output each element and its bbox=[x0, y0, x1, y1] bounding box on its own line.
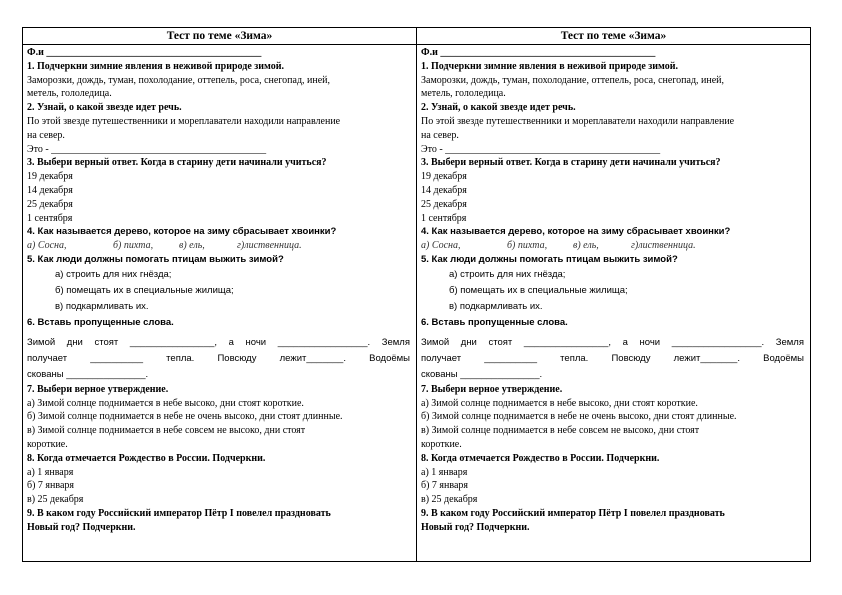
option: в) Зимой солнце поднимается в небе совсем не высоко, дни стоят bbox=[27, 425, 306, 437]
option: г)лиственница. bbox=[631, 240, 696, 252]
question-2: 2. Узнай, о какой звезде идет речь. bbox=[27, 102, 182, 114]
option: а) Зимой солнце поднимается в небе высоко, дни стоят короткие. bbox=[27, 397, 304, 409]
option: а) 1 января bbox=[421, 466, 468, 478]
option: в) ель, bbox=[573, 240, 599, 252]
option: б) помещать их в специальные жилища; bbox=[55, 284, 234, 296]
question-4: 4. Как называется дерево, которое на зиму сбрасывает хвоинки? bbox=[421, 226, 731, 238]
option: в) подкармливать их. bbox=[449, 300, 543, 312]
option: 14 декабря bbox=[27, 184, 73, 196]
question-1: 1. Подчеркни зимние явления в неживой природе зимой. bbox=[27, 60, 284, 72]
question-2: 2. Узнай, о какой звезде идет речь. bbox=[421, 102, 576, 114]
text-line: на север. bbox=[421, 129, 459, 141]
text-line: метель, гололедица. bbox=[27, 88, 112, 100]
text-line: Заморозки, дождь, туман, похолодание, оттепель, роса, снегопад, иней, bbox=[27, 74, 331, 86]
option: б) пихта, bbox=[507, 240, 548, 252]
text-line: на север. bbox=[27, 129, 65, 141]
question-5: 5. Как люди должны помогать птицам выжить зимой? bbox=[421, 253, 678, 265]
answer-line: Это - ___________________________________________ bbox=[421, 143, 661, 155]
option: 1 сентября bbox=[27, 212, 73, 224]
option: а) строить для них гнёзда; bbox=[449, 268, 566, 280]
option: 14 декабря bbox=[421, 184, 467, 196]
option: б) 7 января bbox=[421, 480, 468, 492]
option: короткие. bbox=[27, 438, 68, 450]
text-line: метель, гололедица. bbox=[421, 88, 506, 100]
option: в) 25 декабря bbox=[27, 494, 84, 506]
text-line: По этой звезде путешественники и мореплаватели находили направление bbox=[27, 115, 341, 127]
option: 25 декабря bbox=[421, 198, 467, 210]
page-title: Тест по теме «Зима» bbox=[23, 28, 416, 45]
option: 25 декабря bbox=[27, 198, 73, 210]
fill-line: скованы _______________. bbox=[27, 368, 149, 380]
text-line: По этой звезде путешественники и мореплаватели находили направление bbox=[421, 115, 735, 127]
question-5: 5. Как люди должны помогать птицам выжить зимой? bbox=[27, 253, 284, 265]
option: б) помещать их в специальные жилища; bbox=[449, 284, 628, 296]
option: а) Сосна, bbox=[27, 240, 67, 252]
option: а) Зимой солнце поднимается в небе высоко, дни стоят короткие. bbox=[421, 397, 698, 409]
option: б) пихта, bbox=[113, 240, 154, 252]
fill-line: Зимой дни стоят ________________, а ночи _________________. Земля bbox=[27, 336, 410, 348]
question-9-cont: Новый год? Подчеркни. bbox=[421, 521, 530, 533]
name-field: Ф.и ___________________________________________ bbox=[421, 47, 656, 58]
option: а) строить для них гнёзда; bbox=[55, 268, 172, 280]
option: б) Зимой солнце поднимается в небе не очень высоко, дни стоят длинные. bbox=[27, 411, 343, 423]
option: в) ель, bbox=[179, 240, 205, 252]
option: 19 декабря bbox=[27, 171, 73, 183]
option: а) Сосна, bbox=[421, 240, 461, 252]
option: а) 1 января bbox=[27, 466, 74, 478]
question-9: 9. В каком году Российский император Пётр I повелел праздновать bbox=[27, 507, 331, 519]
option: короткие. bbox=[421, 438, 462, 450]
options-row bbox=[421, 239, 804, 253]
option: б) Зимой солнце поднимается в небе не очень высоко, дни стоят длинные. bbox=[421, 411, 737, 423]
answer-line: Это - ___________________________________________ bbox=[27, 143, 267, 155]
question-4: 4. Как называется дерево, которое на зиму сбрасывает хвоинки? bbox=[27, 226, 337, 238]
worksheet-left bbox=[23, 28, 416, 561]
page-title: Тест по теме «Зима» bbox=[417, 28, 810, 45]
option: в) 25 декабря bbox=[421, 494, 478, 506]
question-3: 3. Выбери верный ответ. Когда в старину дети начинали учиться? bbox=[421, 157, 721, 169]
question-9-cont: Новый год? Подчеркни. bbox=[27, 521, 136, 533]
fill-line: Зимой дни стоят ________________, а ночи _________________. Земля bbox=[421, 336, 804, 348]
option: 19 декабря bbox=[421, 171, 467, 183]
option: б) 7 января bbox=[27, 480, 74, 492]
option: в) подкармливать их. bbox=[55, 300, 149, 312]
fill-line: скованы _______________. bbox=[421, 368, 543, 380]
fill-line: получает __________ тепла. Повсюду лежит_______. Водоёмы bbox=[27, 352, 410, 364]
question-7: 7. Выбери верное утверждение. bbox=[27, 383, 169, 395]
fill-line: получает __________ тепла. Повсюду лежит_______. Водоёмы bbox=[421, 352, 804, 364]
option: в) Зимой солнце поднимается в небе совсем не высоко, дни стоят bbox=[421, 425, 700, 437]
text-line: Заморозки, дождь, туман, похолодание, оттепель, роса, снегопад, иней, bbox=[421, 74, 725, 86]
question-8: 8. Когда отмечается Рождество в России. Подчеркни. bbox=[27, 452, 266, 464]
question-1: 1. Подчеркни зимние явления в неживой природе зимой. bbox=[421, 60, 678, 72]
name-field: Ф.и ___________________________________________ bbox=[27, 47, 262, 58]
options-row bbox=[27, 239, 410, 253]
option: г)лиственница. bbox=[237, 240, 302, 252]
question-6: 6. Вставь пропущенные слова. bbox=[421, 316, 568, 328]
question-6: 6. Вставь пропущенные слова. bbox=[27, 316, 174, 328]
question-7: 7. Выбери верное утверждение. bbox=[421, 383, 563, 395]
worksheet-right bbox=[416, 28, 810, 561]
question-3: 3. Выбери верный ответ. Когда в старину дети начинали учиться? bbox=[27, 157, 327, 169]
worksheet-sheet bbox=[22, 27, 811, 562]
question-8: 8. Когда отмечается Рождество в России. Подчеркни. bbox=[421, 452, 660, 464]
question-9: 9. В каком году Российский император Пётр I повелел праздновать bbox=[421, 507, 725, 519]
option: 1 сентября bbox=[421, 212, 467, 224]
